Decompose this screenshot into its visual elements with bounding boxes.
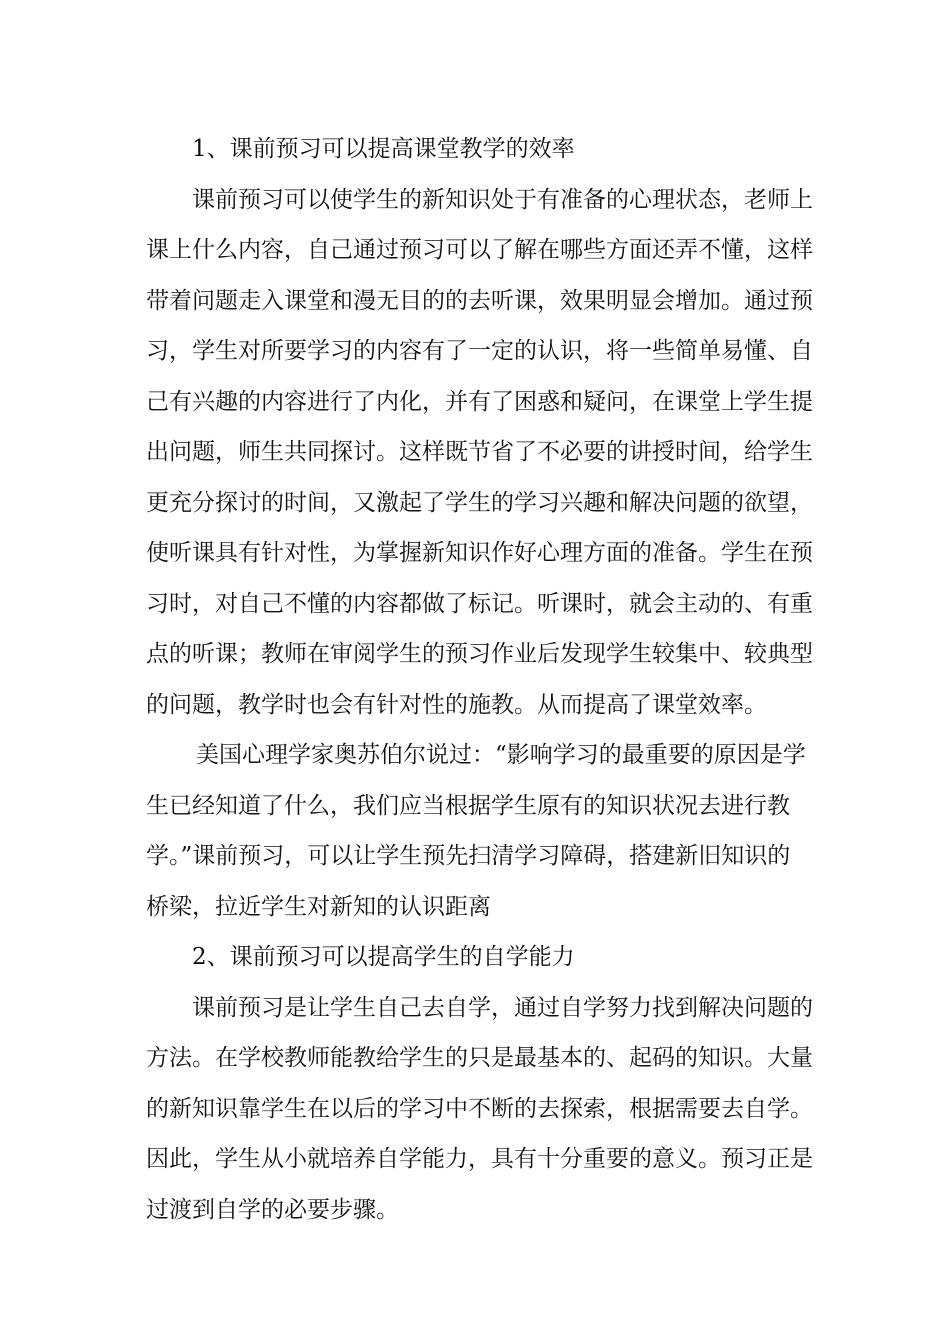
quote-paragraph-line: 美国心理学家奥苏伯尔说过：“影响学习的最重要的原因是学 (196, 742, 806, 768)
paragraph-line: 课上什么内容，自己通过预习可以了解在哪些方面还弄不懂，这样 (146, 237, 813, 263)
paragraph-line: 方法。在学校教师能教给学生的只是最基本的、起码的知识。大量 (146, 1045, 813, 1071)
paragraph-line: 带着问题走入课堂和漫无目的的去听课，效果明显会增加。通过预 (146, 287, 813, 314)
paragraph-line: 己有兴趣的内容进行了内化，并有了困惑和疑问，在课堂上学生提 (146, 388, 813, 415)
paragraph-line: 更充分探讨的时间，又激起了学生的学习兴趣和解决问题的欲望， (146, 489, 813, 516)
quote-paragraph-line: 学。”课前预习，可以让学生预先扫清学习障碍，搭建新旧知识的 (146, 843, 791, 869)
paragraph-line: 习时，对自己不懂的内容都做了标记。听课时，就会主动的、有重 (146, 590, 813, 617)
section-heading-1: 1、课前预习可以提高课堂教学的效率 (192, 136, 575, 162)
paragraph-line: 使听课具有针对性，为掌握新知识作好心理方面的准备。学生在预 (146, 540, 813, 566)
quote-paragraph-line: 生已经知道了什么，我们应当根据学生原有的知识状况去进行教 (146, 792, 790, 819)
document-body (146, 124, 813, 1235)
paragraph-line: 的问题，教学时也会有针对性的施教。从而提高了课堂效率。 (146, 691, 767, 718)
section-heading-2: 2、课前预习可以提高学生的自学能力 (192, 944, 575, 970)
paragraph-line: 的新知识靠学生在以后的学习中不断的去探索，根据需要去自学。 (146, 1095, 813, 1122)
quote-paragraph-line: 桥梁，拉近学生对新知的认识距离 (146, 893, 491, 920)
paragraph-line: 课前预习是让学生自己去自学，通过自学努力找到解决问题的 (192, 994, 813, 1021)
paragraph-line: 点的听课；教师在审阅学生的预习作业后发现学生较集中、较典型 (146, 641, 813, 667)
paragraph-line: 课前预习可以使学生的新知识处于有准备的心理状态，老师上 (192, 186, 813, 213)
paragraph-line: 习，学生对所要学习的内容有了一定的认识，将一些简单易懂、自 (146, 338, 813, 364)
paragraph-line: 因此，学生从小就培养自学能力，具有十分重要的意义。预习正是 (146, 1146, 813, 1172)
paragraph-line: 出问题，师生共同探讨。这样既节省了不必要的讲授时间，给学生 (146, 439, 813, 465)
paragraph-line: 过渡到自学的必要步骤。 (146, 1196, 399, 1223)
